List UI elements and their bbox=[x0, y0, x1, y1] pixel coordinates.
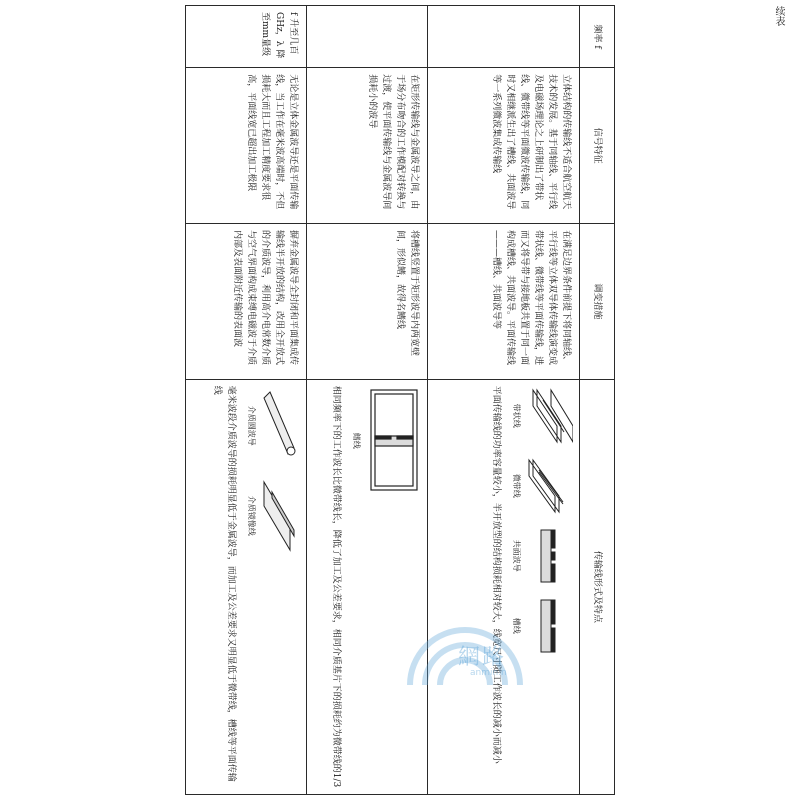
watermark-text: 網路 bbox=[458, 645, 507, 670]
cell-form bbox=[186, 379, 307, 794]
rotated-table-container bbox=[185, 5, 615, 795]
figure-slotline bbox=[509, 596, 573, 656]
caption-image-line: 介质镜像线 bbox=[247, 495, 257, 536]
watermark-url: anmin.n bbox=[470, 668, 507, 678]
finline-diagram bbox=[365, 386, 421, 496]
cell-signal: 立体结构的传输线不适合航空航天技术的发展。基于同轴线、平行线及电磁场理论之上研制出了带状线、微带线等平面微波传输线，同时又相继派生出了槽线、共面波导等一系列微波集成传输线 bbox=[428, 68, 579, 224]
caption-stripline: 带状线 bbox=[511, 403, 521, 428]
microstrip-diagram bbox=[525, 456, 573, 516]
form-description: 相同频率下的工作波长比微带线长，降低了加工及公差要求，相同介质基片下的损耗约为微带线的1/3 bbox=[331, 385, 342, 788]
figure-image-line bbox=[244, 476, 300, 556]
header-signal: 信号特征 bbox=[579, 68, 614, 224]
cell-signal: 无论是立体金属波导还是平面传输线，当工作在毫米波高端时，不但损耗大而且工程加工精度要求很高，平面线宽已超出加工极限 bbox=[186, 68, 307, 224]
table-row bbox=[307, 6, 428, 795]
form-description: 毫米波段介质波导的损耗明显低于金属波导，而加工及公差要求又明显低于微带线，槽线等平面传输线 bbox=[212, 385, 237, 782]
caption-slotline: 槽线 bbox=[511, 617, 521, 634]
table-row bbox=[186, 6, 307, 795]
cell-measures: 将槽线竖置于矩形波导内两宽壁间，形似鳍，故得名鳍线 bbox=[307, 224, 428, 380]
stripline-diagram bbox=[525, 386, 573, 446]
figure-row bbox=[509, 386, 573, 788]
header-form: 传输线形式及特点 bbox=[579, 379, 614, 794]
figure-row bbox=[349, 386, 421, 788]
cell-frequency: f 升至几百GHz，λ 降至mm量级 bbox=[186, 6, 307, 68]
table-header-row bbox=[579, 6, 614, 795]
cell-measures: 摒弃金属波导全封闭和平面集成传输线半开放的结构，改用全开放式的介质波导，利用高介电常数介质与空气界面构成束缚电磁波于介质内部及表面附近传输的表面波 bbox=[186, 224, 307, 380]
figure-row bbox=[244, 386, 300, 788]
coplanar-diagram bbox=[525, 526, 573, 586]
figure-microstrip bbox=[509, 456, 573, 516]
image-line-diagram bbox=[260, 476, 300, 556]
caption-finline: 鳍线 bbox=[352, 432, 362, 449]
figure-stripline bbox=[509, 386, 573, 446]
figure-finline bbox=[349, 386, 421, 496]
cell-frequency bbox=[428, 6, 579, 68]
cell-form bbox=[307, 379, 428, 794]
cell-measures: 在满足边界条件前提下将同轴线、平行线等立体双导体传输线演变成带状线、微带线等平面传输线，进而又将导带与接地板共置于同一面构成槽线、共面波导。平面传输线———槽线、共面波导等 bbox=[428, 224, 579, 380]
slotline-diagram bbox=[525, 596, 573, 656]
caption-dielectric-rod: 介质圆波导 bbox=[247, 405, 257, 446]
caption-coplanar: 共面波导 bbox=[511, 539, 521, 572]
cell-frequency bbox=[307, 6, 428, 68]
form-description: 平面传输线的功率容量较小，半开放型的结构损耗相对较大，线宽尺寸随工作波长的减小而减小 bbox=[490, 385, 501, 764]
dielectric-rod-diagram bbox=[260, 386, 300, 466]
figure-dielectric-rod bbox=[244, 386, 300, 466]
cell-form bbox=[428, 379, 579, 794]
header-frequency: 频率 f bbox=[579, 6, 614, 68]
continued-label: 续表 bbox=[773, 6, 784, 26]
header-measures: 调变措施 bbox=[579, 224, 614, 380]
cell-signal: 在矩形传输线与金属波导之间，由于场分布吻合的工作模配对转换与过渡，使平面传输线与金属波导间损耗小的波导 bbox=[307, 68, 428, 224]
figure-coplanar bbox=[509, 526, 573, 586]
transmission-line-table bbox=[185, 5, 615, 795]
caption-microstrip: 微带线 bbox=[511, 473, 521, 498]
